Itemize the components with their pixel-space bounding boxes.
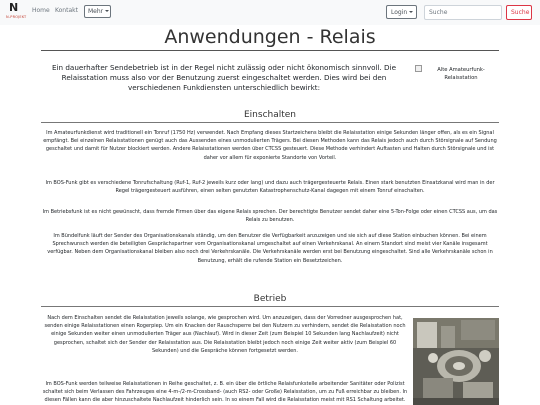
search-input[interactable] — [424, 5, 502, 20]
section-paragraph: Im Amateurfunkdienst wird traditionell ein Tonruf (1750 Hz) verwendet. Nach Empfang dieses Startzeichens bleibt die Relaisstation einige Sekunden länger offen, als es ein Signal empfängt. Bei einzelnen Relaisstationen genügt auch das Aussenden eines unmodulierten Trägers. Bei diesen Methoden kann das Relais jedoch auch durch Störsignale auf Sendung geschaltet und damit für Nutzer blockiert werden. Andere Relaisstationen werden über CTCSS gesteuert. Diese Methode verhindert Auftasten und Halten durch Störsignale und ist daher vor allem für exponierte Standorte von Vorteil. — [43, 130, 497, 161]
section-paragraph: Im Betriebsfunk ist es nicht gewünscht, dass fremde Firmen über das eigene Relais sprechen. Der berechtigte Benutzer sendet daher eine 5-Ton-Folge oder einen CTCSS aus, um das Relais zu benutzen. — [42, 209, 498, 224]
section-paragraph: Nach dem Einschalten sendet die Relaisstation jeweils solange, wie gesprochen wird. Um anzuzeigen, dass der Vorredner ausgesprochen hat, senden einige Relaisstationen einen Rogerpiep. Um ein Knacken der Rauschsperre bei den Nutzern zu verhindern, sendet die Relaisstation noch einige Sekunden weiter einen unmodulierten Träger aus (Nachlauf). Wird in dieser Zeit (zum Beispiel 10 Sekunden lang Nachlaufzeit) nicht gesprochen, schaltet sich der Sender der Relaisstation aus. Die Relaisstation bleibt jedoch noch einige Zeit weiter aktiv (zum Beispiel 60 Sekunden) und die Gespräche können fortgesetzt werden. — [44, 315, 406, 354]
more-dropdown-button[interactable] — [84, 5, 111, 18]
intro-paragraph: Ein dauerhafter Sendebetrieb ist in der Regel nicht zulässig oder nicht ökonomisch sinnvoll. Die Relaisstation muss also vor der Benutzung zuerst eingeschaltet werden. Dies wird bei den verschiedenen Funkdiensten unterschiedlich bewirkt: — [51, 63, 397, 92]
relay-station-photo — [413, 318, 499, 405]
chevron-down-icon — [409, 11, 413, 13]
broken-image-icon — [415, 65, 422, 72]
login-dropdown-button[interactable] — [386, 5, 417, 19]
section-divider — [41, 306, 499, 307]
nav-contact-link[interactable]: Kontakt — [55, 7, 78, 14]
section-paragraph: Im BOS-Funk gibt es verschiedene Tonrufschaltung (Ruf-1, Ruf-2 jeweils kurz oder lang) und dazu auch trägergesteuerte Relais. Einen stark benutzten Einsatzkanal wird man in der Regel trägergesteuert ausführen, einen selten genutzten Katastrophenschutz-Kanal dagegen mit einem Tonruf einschalten. — [45, 180, 495, 195]
intro-image — [415, 65, 499, 93]
section-divider — [41, 122, 499, 123]
more-dropdown-label: Mehr — [88, 8, 104, 15]
chevron-down-icon — [105, 10, 109, 12]
search-button[interactable]: Suche — [506, 5, 532, 20]
page-title: Anwendungen - Relais — [164, 26, 376, 48]
section-paragraph: Im BOS-Funk werden teilweise Relaisstationen in Reihe geschaltet, z. B. ein über die örtliche Relaisfunkstelle arbeitender Sanitäter oder Polizist schaltet sich beim Verlassen des Fahrzeuges eine 4-m-/2-m-Crossband- (auch RS2- oder Große) Relaisstation, um zu Fuß erreichbar zu bleiben. In diesen Fällen kann die aber hinzuschaltete Nachlaufzeit hinderlich sein. In so einem Fall wird die Relaisstation meist mit RS1 Schaltung arbeitet. — [42, 381, 408, 404]
section-heading-betrieb: Betrieb — [253, 294, 287, 304]
login-label: Login — [391, 9, 408, 16]
section-heading-einschalten: Einschalten — [243, 110, 297, 120]
nav-home-link[interactable]: Home — [32, 7, 50, 14]
brand-mark: N — [9, 1, 19, 14]
navbar — [0, 0, 540, 25]
brand-logo[interactable] — [6, 2, 26, 22]
title-divider — [41, 50, 499, 51]
intro-image-alt-text: Alte Amateurfunk-Relaisstation — [437, 67, 485, 81]
relay-station-photo-drawing — [413, 318, 499, 405]
brand-text: N-PROJEKT — [6, 15, 27, 19]
section-paragraph: Im Bündelfunk läuft der Sender des Organisationskanals ständig, um den Benutzer die Verfügbarkeit anzuzeigen und sie sich auf diese Station einbuchen können. Bei einem Sprechwunsch werden die beteiligten Gesprächspartner vom Organisationskanal umgeschaltet auf einen Verkehrskanal. An einem Standort sind meist vier Kanäle insgesamt verfügbar. Neben dem Organisationskanal bleiben also noch drei Verkehrskanäle. Die Verkehrskanäle werden erst bei Benutzung eingeschaltet. Sind alle Verkehrskanäle schon in Benutzung, erhält die rufende Station ein Besetztzeichen. — [47, 233, 493, 264]
